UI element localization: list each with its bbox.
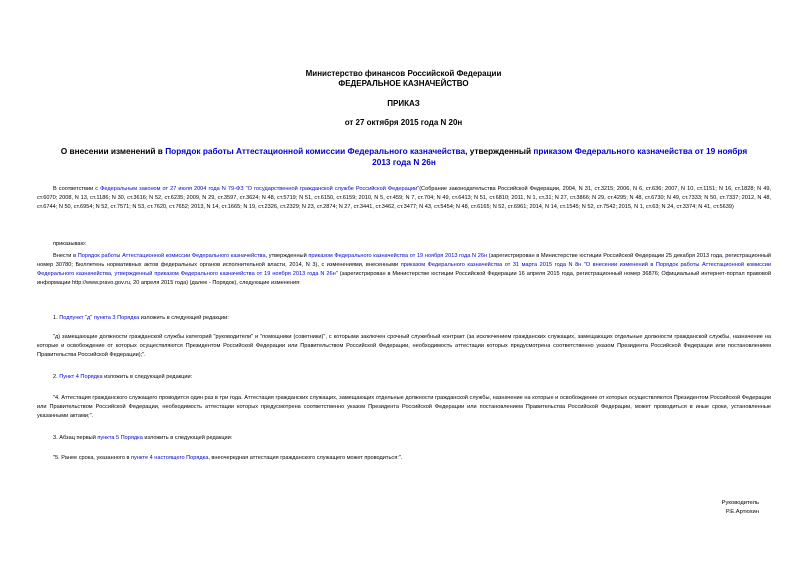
order-8n-link[interactable]: приказом Федерального казначейства от 31 марта 2015 года N 8н "О внесении изменений в Порядок работы Аттестационной комиссии Федерального казначейства, утвержденный приказом Федерального казначейства от 19 ноября 2013 года N 26н" [37, 262, 771, 277]
item-3-quote [37, 454, 771, 463]
item-text: 1. [53, 315, 60, 321]
signature-position: Руководитель [721, 500, 759, 506]
federal-law-link[interactable]: Федеральным законом от 27 июля 2004 года N 79-ФЗ "О государственной гражданской службе Российской Федерации" [100, 186, 420, 192]
item-1-link[interactable]: Подпункт "д" пункта 3 Порядка [59, 315, 140, 321]
item-1-quote: "д) замещающие должности гражданской службы категорий "руководители" и "помощники (советники)", с которыми заключен срочный служебный контракт (за исключением гражданских служащих, замещающих отдельные должности гражданской службы, назначение на которые и освобождение от которых осуществляются Президентом Российской Федерации или Правительством Российской Федерации, необходимость аттестации которых предусмотрена соответственно указом Президента Российской Федерации или постановлением Правительства Российской Федерации);". [37, 334, 771, 358]
title-text: О внесении изменений в [60, 146, 166, 156]
item-text: изложить в следующей редакции: [139, 315, 229, 321]
body-text: , утвержденный [265, 253, 309, 259]
body-paragraph [37, 252, 771, 288]
doc-type-heading: ПРИКАЗ [387, 99, 420, 108]
title-text: , утвержденный [465, 146, 534, 156]
ministry-heading: Министерство финансов Российской Федерации [305, 69, 502, 78]
preamble-text: В соответствии с [53, 186, 101, 192]
item-3-link[interactable]: пункта 5 Порядка [97, 435, 143, 441]
item-1-heading [37, 314, 771, 323]
item-text: изложить в следующей редакции: [142, 435, 233, 441]
body-text: (зарегистрирован в Министерстве юстиции Российской Федерации 16 апреля 2015 года, регистрационный номер 36876; Официальный интернет-портал правовой информации http://www.pravo.gov.ru, 20 апреля 2015 года) (далее - Порядок), следующие изменения: [37, 271, 771, 286]
quote-text: , внеочередная аттестация гражданского служащего может проводиться:". [208, 455, 403, 461]
item-2-heading [37, 373, 771, 382]
procedure-link[interactable]: Порядок работы Аттестационной комиссии Федерального казначейства [77, 253, 266, 259]
item-3-quote-link[interactable]: пункте 4 настоящего Порядка [131, 455, 209, 461]
doc-date-heading: от 27 октября 2015 года N 20н [344, 118, 463, 127]
document-title [60, 146, 748, 168]
item-2-link[interactable]: Пункт 4 Порядка [59, 374, 103, 380]
title-link-order[interactable]: приказом Федерального казначейства от 19 ноября 2013 года N 26н [372, 146, 748, 167]
quote-text: "5. Ранее срока, указанного в [53, 455, 132, 461]
order-word: приказываю: [53, 241, 87, 247]
item-text: изложить в следующей редакции: [102, 374, 193, 380]
signature-name: Р.Е.Артюхин [725, 509, 759, 515]
preamble-text: (Собрание законодательства Российской Федерации, 2004, N 31, ст.3215; 2006, N 6, ст.636; 2007, N 10, ст.1151; N 16, ст.1828; N 49, ст.6070; 2008, N 13, ст.1186; N 30, ст.3616; N 52, ст.6235; 2009, N 29, ст.3597, ст.3624; N 48, ст.5719; N 51, ст.6150, ст.6159; 2010, N 5, ст.459; N 7, ст.704; N 49, ст.6413; N 51, ст.6810; 2011, N 1, ст.31; N 27, ст.3866; N 29, ст.4295; N 48, ст.6730; N 49, ст.7333; N 50, ст.7337; 2012, N 48, ст.6744; N 50, ст.6954; N 52, ст.7571; N 53, ст.7620, ст.7652; 2013, N 14, ст.1665; N 19, ст.2326, ст.2329; N 23, ст.2874; N 27, ст.3441, ст.3462, ст.3477; N 43, ст.5454; N 48, ст.6165; N 52, ст.6961; 2014, N 14, ст.1545; N 52, ст.7542; 2015, N 1, ст.63; N 24, ст.3374; N 41, ст.5639) [37, 186, 771, 210]
item-text: 3. Абзац первый [53, 435, 98, 441]
item-3-heading [37, 434, 771, 443]
order-26n-link[interactable]: приказом Федерального казначейства от 19 ноября 2013 года N 26н [308, 253, 488, 259]
body-text: (зарегистрирован в Министерстве юстиции Российской Федерации 25 декабря 2013 года, регистрационный номер 30780; Бюллетень нормативных актов федеральных органов исполнительной власти, 2014, N 3), с изменениями, внесенными [37, 253, 772, 268]
body-text: Внести в [53, 253, 78, 259]
agency-heading: ФЕДЕРАЛЬНОЕ КАЗНАЧЕЙСТВО [338, 79, 469, 88]
item-2-quote: "4. Аттестация гражданского служащего проводится один раз в три года. Аттестация гражданских служащих, замещающих отдельные должности гражданской службы, назначение на которые и освобождение от которых осуществляются Президентом Российской Федерации или Правительством Российской Федерации, необходимость аттестации которых предусмотрена соответственно указом Президента Российской Федерации или постановлением Правительства Российской Федерации, может проводиться в иные сроки, установленные указанными актами;". [37, 395, 771, 419]
title-link-procedure[interactable]: Порядок работы Аттестационной комиссии Федерального казначейства [165, 146, 466, 156]
preamble-paragraph [37, 185, 771, 212]
item-text: 2. [53, 374, 60, 380]
